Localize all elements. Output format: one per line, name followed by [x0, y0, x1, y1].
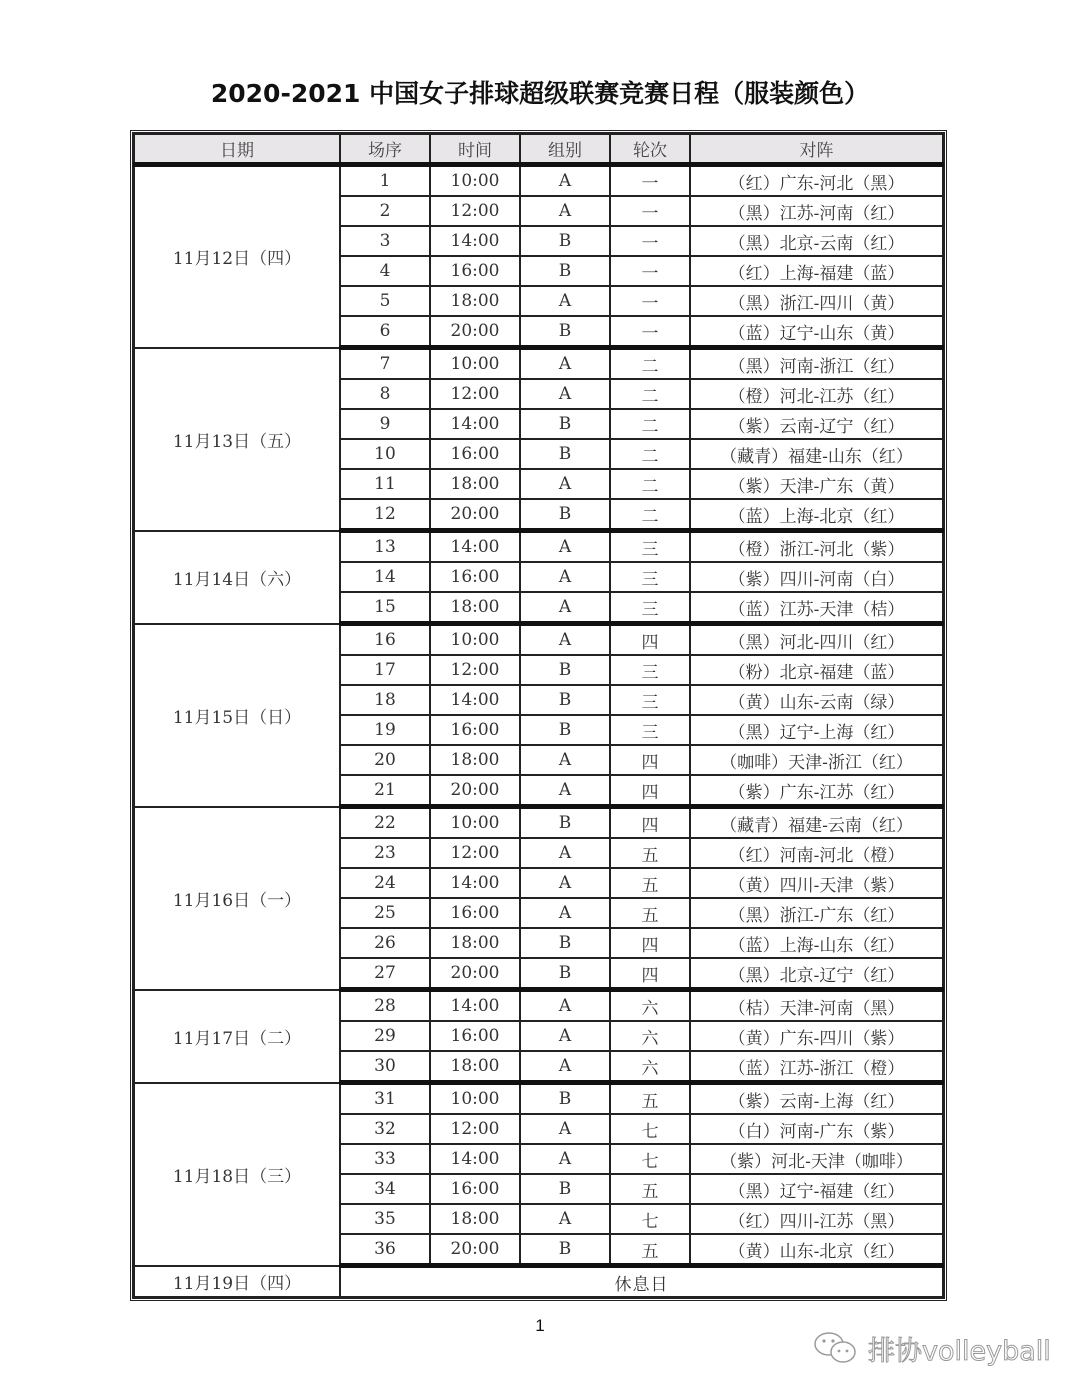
group-cell: A: [520, 379, 610, 409]
matchup-cell: （白）河南-广东（紫）: [690, 1114, 943, 1144]
table-row: [134, 1083, 943, 1115]
matchup-cell: （红）河南-河北（橙）: [690, 838, 943, 868]
group-cell: B: [520, 226, 610, 256]
time-cell: 14:00: [430, 1144, 520, 1174]
match-no-cell: 34: [340, 1174, 430, 1204]
watermark-text: 排协volleyball: [868, 1335, 1051, 1367]
round-cell: 二: [610, 439, 690, 469]
round-cell: 一: [610, 316, 690, 348]
match-no-cell: 22: [340, 807, 430, 839]
time-cell: 16:00: [430, 562, 520, 592]
rest-day-label: 休息日: [340, 1266, 943, 1298]
matchup-cell: （橙）浙江-河北（紫）: [690, 531, 943, 563]
group-cell: B: [520, 715, 610, 745]
group-cell: B: [520, 1174, 610, 1204]
date-cell: 11月13日（五）: [134, 348, 340, 531]
round-cell: 一: [610, 226, 690, 256]
round-cell: 四: [610, 928, 690, 958]
round-cell: 一: [610, 286, 690, 316]
match-no-cell: 4: [340, 256, 430, 286]
time-cell: 16:00: [430, 256, 520, 286]
match-no-cell: 6: [340, 316, 430, 348]
round-cell: 三: [610, 592, 690, 624]
round-cell: 一: [610, 196, 690, 226]
group-cell: A: [520, 1204, 610, 1234]
document-title: 2020-2021 中国女子排球超级联赛竞赛日程（服装颜色）: [210, 79, 870, 108]
round-cell: 五: [610, 868, 690, 898]
round-cell: 五: [610, 1083, 690, 1115]
matchup-cell: （黑）北京-辽宁（红）: [690, 958, 943, 990]
group-cell: A: [520, 1144, 610, 1174]
match-no-cell: 24: [340, 868, 430, 898]
matchup-cell: （红）广东-河北（黑）: [690, 165, 943, 197]
time-cell: 16:00: [430, 439, 520, 469]
matchup-cell: （黑）江苏-河南（红）: [690, 196, 943, 226]
group-cell: B: [520, 958, 610, 990]
time-cell: 20:00: [430, 1234, 520, 1266]
match-no-cell: 26: [340, 928, 430, 958]
date-cell: 11月15日（日）: [134, 624, 340, 807]
round-cell: 五: [610, 898, 690, 928]
round-cell: 七: [610, 1144, 690, 1174]
round-cell: 三: [610, 715, 690, 745]
time-cell: 18:00: [430, 928, 520, 958]
group-cell: B: [520, 655, 610, 685]
group-cell: A: [520, 898, 610, 928]
matchup-cell: （紫）天津-广东（黄）: [690, 469, 943, 499]
matchup-cell: （红）上海-福建（蓝）: [690, 256, 943, 286]
match-no-cell: 25: [340, 898, 430, 928]
matchup-cell: （黑）浙江-广东（红）: [690, 898, 943, 928]
time-cell: 18:00: [430, 1204, 520, 1234]
time-cell: 20:00: [430, 316, 520, 348]
schedule-body: [134, 165, 943, 1298]
group-cell: A: [520, 1051, 610, 1083]
time-cell: 20:00: [430, 775, 520, 807]
round-cell: 四: [610, 958, 690, 990]
time-cell: 20:00: [430, 958, 520, 990]
round-cell: 六: [610, 1051, 690, 1083]
match-no-cell: 29: [340, 1021, 430, 1051]
time-cell: 20:00: [430, 499, 520, 531]
group-cell: A: [520, 165, 610, 197]
group-cell: A: [520, 592, 610, 624]
time-cell: 10:00: [430, 1083, 520, 1115]
group-cell: A: [520, 531, 610, 563]
group-cell: A: [520, 1114, 610, 1144]
date-cell: 11月17日（二）: [134, 990, 340, 1083]
round-cell: 七: [610, 1204, 690, 1234]
group-cell: A: [520, 196, 610, 226]
group-cell: B: [520, 409, 610, 439]
match-no-cell: 5: [340, 286, 430, 316]
group-cell: A: [520, 868, 610, 898]
header-time: 时间: [430, 134, 520, 165]
match-no-cell: 19: [340, 715, 430, 745]
matchup-cell: （紫）云南-上海（红）: [690, 1083, 943, 1115]
table-row: [134, 348, 943, 380]
time-cell: 10:00: [430, 624, 520, 656]
time-cell: 12:00: [430, 379, 520, 409]
group-cell: A: [520, 838, 610, 868]
date-cell: 11月12日（四）: [134, 165, 340, 348]
group-cell: B: [520, 499, 610, 531]
matchup-cell: （紫）河北-天津（咖啡）: [690, 1144, 943, 1174]
wechat-icon: [812, 1331, 860, 1365]
time-cell: 16:00: [430, 1021, 520, 1051]
match-no-cell: 30: [340, 1051, 430, 1083]
group-cell: B: [520, 439, 610, 469]
time-cell: 18:00: [430, 469, 520, 499]
matchup-cell: （黑）北京-云南（红）: [690, 226, 943, 256]
match-no-cell: 23: [340, 838, 430, 868]
time-cell: 16:00: [430, 1174, 520, 1204]
time-cell: 14:00: [430, 226, 520, 256]
matchup-cell: （紫）四川-河南（白）: [690, 562, 943, 592]
group-cell: A: [520, 286, 610, 316]
group-cell: A: [520, 624, 610, 656]
matchup-cell: （蓝）江苏-浙江（橙）: [690, 1051, 943, 1083]
time-cell: 10:00: [430, 807, 520, 839]
matchup-cell: （黄）山东-云南（绿）: [690, 685, 943, 715]
match-no-cell: 32: [340, 1114, 430, 1144]
group-cell: A: [520, 745, 610, 775]
match-no-cell: 7: [340, 348, 430, 380]
round-cell: 六: [610, 990, 690, 1022]
table-row: [134, 531, 943, 563]
schedule-table: [133, 133, 944, 1298]
time-cell: 18:00: [430, 1051, 520, 1083]
match-no-cell: 18: [340, 685, 430, 715]
matchup-cell: （黑）辽宁-福建（红）: [690, 1174, 943, 1204]
table-row: [134, 624, 943, 656]
match-no-cell: 31: [340, 1083, 430, 1115]
time-cell: 14:00: [430, 531, 520, 563]
group-cell: B: [520, 256, 610, 286]
table-row: [134, 165, 943, 197]
round-cell: 三: [610, 562, 690, 592]
time-cell: 14:00: [430, 990, 520, 1022]
round-cell: 三: [610, 531, 690, 563]
group-cell: A: [520, 1021, 610, 1051]
matchup-cell: （黄）山东-北京（红）: [690, 1234, 943, 1266]
date-cell: 11月18日（三）: [134, 1083, 340, 1266]
time-cell: 12:00: [430, 1114, 520, 1144]
group-cell: A: [520, 469, 610, 499]
header-matchup: 对阵: [690, 134, 943, 165]
group-cell: B: [520, 685, 610, 715]
match-no-cell: 3: [340, 226, 430, 256]
round-cell: 六: [610, 1021, 690, 1051]
match-no-cell: 33: [340, 1144, 430, 1174]
date-cell: 11月19日（四）: [134, 1266, 340, 1298]
match-no-cell: 2: [340, 196, 430, 226]
matchup-cell: （蓝）上海-北京（红）: [690, 499, 943, 531]
matchup-cell: （紫）广东-江苏（红）: [690, 775, 943, 807]
matchup-cell: （藏青）福建-山东（红）: [690, 439, 943, 469]
rest-day-row: [134, 1266, 943, 1298]
matchup-cell: （蓝）辽宁-山东（黄）: [690, 316, 943, 348]
match-no-cell: 35: [340, 1204, 430, 1234]
match-no-cell: 36: [340, 1234, 430, 1266]
header-match-no: 场序: [340, 134, 430, 165]
group-cell: B: [520, 1083, 610, 1115]
matchup-cell: （藏青）福建-云南（红）: [690, 807, 943, 839]
round-cell: 二: [610, 409, 690, 439]
match-no-cell: 9: [340, 409, 430, 439]
round-cell: 二: [610, 348, 690, 380]
round-cell: 四: [610, 624, 690, 656]
round-cell: 三: [610, 685, 690, 715]
time-cell: 16:00: [430, 715, 520, 745]
time-cell: 10:00: [430, 348, 520, 380]
date-cell: 11月16日（一）: [134, 807, 340, 990]
schedule-table-wrapper: [130, 130, 947, 1301]
time-cell: 14:00: [430, 868, 520, 898]
round-cell: 四: [610, 807, 690, 839]
match-no-cell: 10: [340, 439, 430, 469]
matchup-cell: （黑）浙江-四川（黄）: [690, 286, 943, 316]
match-no-cell: 1: [340, 165, 430, 197]
match-no-cell: 15: [340, 592, 430, 624]
round-cell: 四: [610, 775, 690, 807]
match-no-cell: 20: [340, 745, 430, 775]
group-cell: A: [520, 562, 610, 592]
group-cell: B: [520, 316, 610, 348]
group-cell: B: [520, 1234, 610, 1266]
group-cell: A: [520, 990, 610, 1022]
match-no-cell: 17: [340, 655, 430, 685]
round-cell: 二: [610, 469, 690, 499]
matchup-cell: （粉）北京-福建（蓝）: [690, 655, 943, 685]
match-no-cell: 14: [340, 562, 430, 592]
match-no-cell: 13: [340, 531, 430, 563]
round-cell: 四: [610, 745, 690, 775]
header-row: [134, 134, 943, 165]
time-cell: 14:00: [430, 685, 520, 715]
match-no-cell: 16: [340, 624, 430, 656]
table-row: [134, 807, 943, 839]
round-cell: 三: [610, 655, 690, 685]
time-cell: 18:00: [430, 745, 520, 775]
header-group: 组别: [520, 134, 610, 165]
matchup-cell: （紫）云南-辽宁（红）: [690, 409, 943, 439]
round-cell: 一: [610, 256, 690, 286]
header-date: 日期: [134, 134, 340, 165]
matchup-cell: （黑）河南-浙江（红）: [690, 348, 943, 380]
matchup-cell: （黄）四川-天津（紫）: [690, 868, 943, 898]
header-round: 轮次: [610, 134, 690, 165]
time-cell: 12:00: [430, 655, 520, 685]
match-no-cell: 28: [340, 990, 430, 1022]
matchup-cell: （蓝）江苏-天津（桔）: [690, 592, 943, 624]
table-row: [134, 990, 943, 1022]
matchup-cell: （咖啡）天津-浙江（红）: [690, 745, 943, 775]
date-cell: 11月14日（六）: [134, 531, 340, 624]
matchup-cell: （红）四川-江苏（黑）: [690, 1204, 943, 1234]
group-cell: B: [520, 807, 610, 839]
time-cell: 16:00: [430, 898, 520, 928]
matchup-cell: （黑）辽宁-上海（红）: [690, 715, 943, 745]
round-cell: 五: [610, 1234, 690, 1266]
matchup-cell: （橙）河北-江苏（红）: [690, 379, 943, 409]
matchup-cell: （蓝）上海-山东（红）: [690, 928, 943, 958]
matchup-cell: （黑）河北-四川（红）: [690, 624, 943, 656]
round-cell: 二: [610, 379, 690, 409]
match-no-cell: 12: [340, 499, 430, 531]
round-cell: 五: [610, 838, 690, 868]
round-cell: 一: [610, 165, 690, 197]
round-cell: 七: [610, 1114, 690, 1144]
time-cell: 18:00: [430, 286, 520, 316]
matchup-cell: （桔）天津-河南（黑）: [690, 990, 943, 1022]
time-cell: 18:00: [430, 592, 520, 624]
matchup-cell: （黄）广东-四川（紫）: [690, 1021, 943, 1051]
round-cell: 二: [610, 499, 690, 531]
group-cell: A: [520, 775, 610, 807]
group-cell: B: [520, 928, 610, 958]
watermark: [812, 1328, 1051, 1368]
match-no-cell: 27: [340, 958, 430, 990]
time-cell: 12:00: [430, 196, 520, 226]
time-cell: 14:00: [430, 409, 520, 439]
match-no-cell: 21: [340, 775, 430, 807]
time-cell: 10:00: [430, 165, 520, 197]
round-cell: 五: [610, 1174, 690, 1204]
time-cell: 12:00: [430, 838, 520, 868]
group-cell: A: [520, 348, 610, 380]
match-no-cell: 8: [340, 379, 430, 409]
page-number: 1: [535, 1316, 545, 1335]
match-no-cell: 11: [340, 469, 430, 499]
